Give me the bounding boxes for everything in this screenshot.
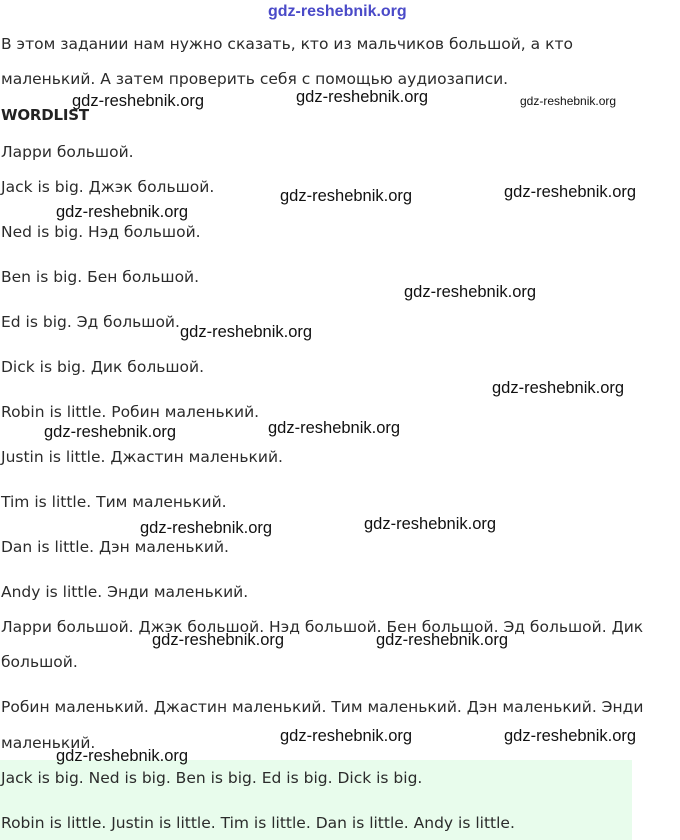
watermark: gdz-reshebnik.org [152,631,285,649]
watermark: gdz-reshebnik.org [280,727,413,745]
wordlist-heading: WORDLIST [1,106,89,124]
watermark: gdz-reshebnik.org [404,283,537,301]
watermark: gdz-reshebnik.org [376,631,509,649]
watermark: gdz-reshebnik.org [296,88,429,106]
intro-line-1: В этом задании нам нужно сказать, кто из мальчиков большой, а кто [1,35,573,53]
watermark: gdz-reshebnik.org [268,3,407,20]
summary-big-1: Ларри большой. Джэк большой. Нэд большой. Бен большой. Эд большой. Дик [1,618,644,636]
watermark: gdz-reshebnik.org [140,519,273,537]
word-line: Dan is little. Дэн маленький. [1,538,229,556]
intro-line-2: маленький. А затем проверить себя с помощью аудиозаписи. [1,70,509,88]
watermark: gdz-reshebnik.org [492,379,625,397]
word-line: Andy is little. Энди маленький. [1,583,249,601]
summary-little-1: Робин маленький. Джастин маленький. Тим маленький. Дэн маленький. Энди [1,698,644,716]
watermark: gdz-reshebnik.org [504,727,637,745]
watermark: gdz-reshebnik.org [44,423,177,441]
word-line: Dick is big. Дик большой. [1,358,205,376]
word-line: Jack is big. Джэк большой. [1,178,215,196]
watermark: gdz-reshebnik.org [180,323,313,341]
watermark: gdz-reshebnik.org [280,187,413,205]
summary-big-2: большой. [1,653,78,671]
word-line: Ned is big. Нэд большой. [1,223,201,241]
word-line: Justin is little. Джастин маленький. [1,448,283,466]
word-line: Tim is little. Тим маленький. [1,493,227,511]
watermark: gdz-reshebnik.org [56,203,189,221]
watermark: gdz-reshebnik.org [268,419,401,437]
watermark: gdz-reshebnik.org [520,94,617,108]
answer-line-2: Robin is little. Justin is little. Tim is little. Dan is little. Andy is little. [1,814,515,832]
word-line: Ларри большой. [1,143,134,161]
answer-line-1: Jack is big. Ned is big. Ben is big. Ed is big. Dick is big. [1,769,423,787]
word-line: Robin is little. Робин маленький. [1,403,260,421]
summary-little-2: маленький. [1,734,96,752]
word-line: Ben is big. Бен большой. [1,268,200,286]
watermark: gdz-reshebnik.org [72,92,205,110]
watermark: gdz-reshebnik.org [504,183,637,201]
watermark: gdz-reshebnik.org [56,747,189,765]
word-line: Ed is big. Эд большой. [1,313,180,331]
watermark: gdz-reshebnik.org [364,515,497,533]
